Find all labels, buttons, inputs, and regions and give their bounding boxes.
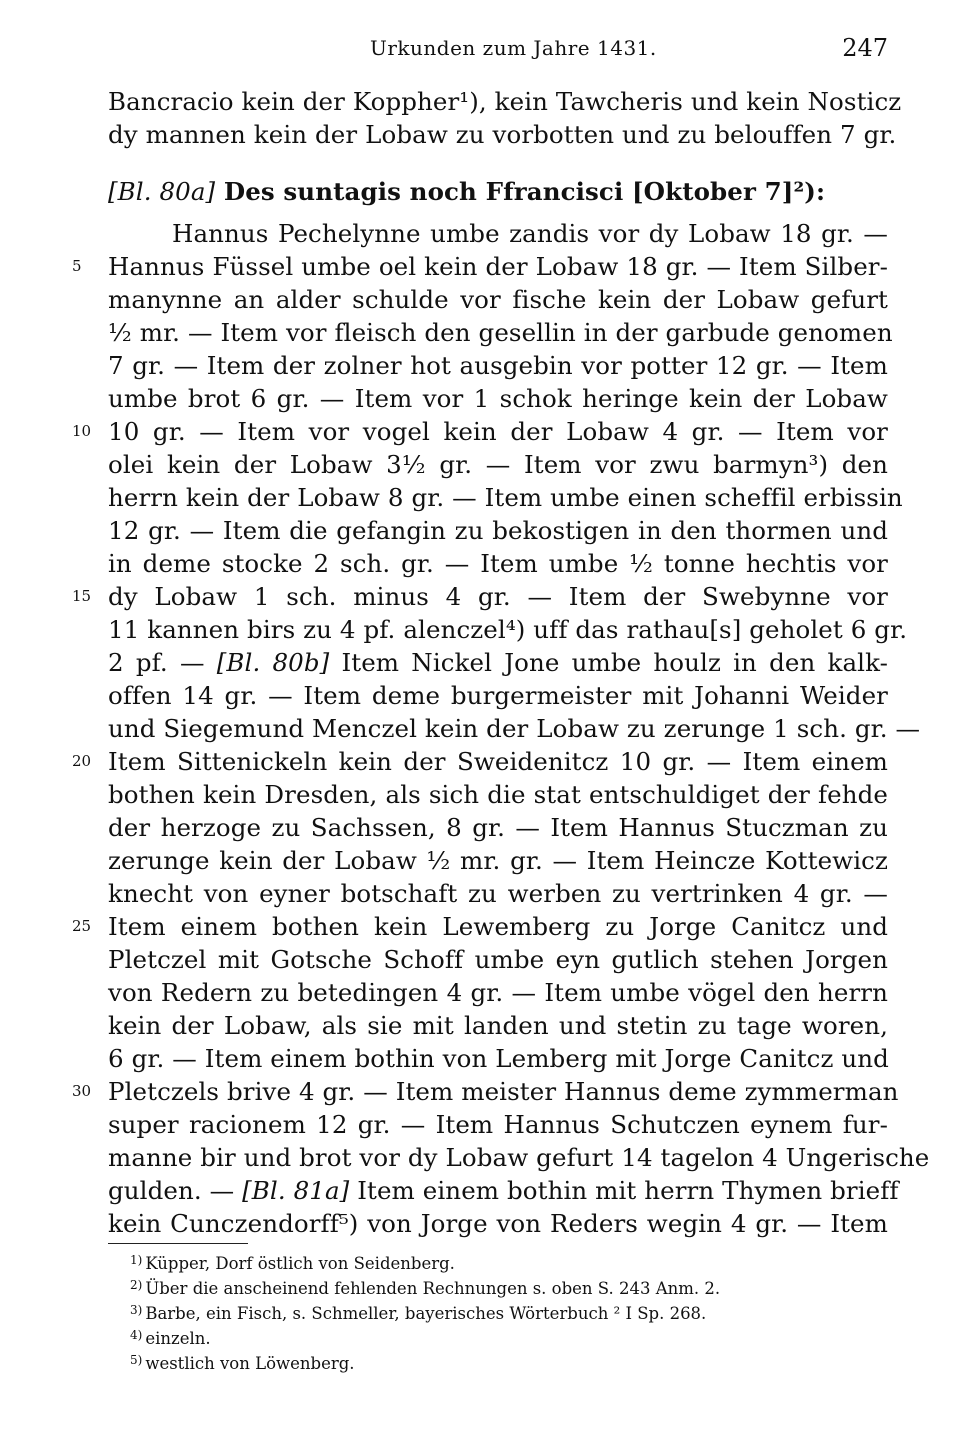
page-number: 247 — [842, 34, 888, 62]
text-line: manynne an alder schulde vor fische kein der Lobaw gefurt — [108, 285, 888, 314]
section-title: Des suntagis noch Ffrancisci [Oktober 7]²): — [215, 177, 826, 206]
text-line: Pletczel mit Gotsche Schoff umbe eyn gutlich stehen Jorgen — [108, 945, 888, 974]
line-number: 15 — [72, 587, 92, 605]
text-line: 12 gr. — Item die gefangin zu bekostigen in den thormen und — [108, 516, 888, 545]
text-line: knecht von eyner botschaft zu werben zu vertrinken 4 gr. — — [108, 879, 888, 908]
footnote-text: Barbe, ein Fisch, s. Schmeller, bayerisches Wörterbuch ² I Sp. 268. — [145, 1304, 707, 1323]
footnote-text: einzeln. — [145, 1329, 211, 1348]
text-line: dy mannen kein der Lobaw zu vorbotten und zu belouffen 7 gr. — [108, 120, 897, 149]
footnote-text: Küpper, Dorf östlich von Seidenberg. — [145, 1254, 455, 1273]
text-line: zerunge kein der Lobaw ½ mr. gr. — Item Heincze Kottewicz — [108, 846, 888, 875]
text-line — [108, 646, 888, 679]
text-line — [108, 1174, 899, 1207]
text-line: bothen kein Dresden, als sich die stat entschuldiget der fehde — [108, 780, 888, 809]
line-text: Item Nickel Jone umbe houlz in den kalk- — [329, 648, 889, 677]
text-line: 11 kannen birs zu 4 pf. alenczel⁴) uff das rathau[s] geholet 6 gr. — [108, 615, 908, 644]
text-line: herrn kein der Lobaw 8 gr. — Item umbe einen scheffil erbissin — [108, 483, 903, 512]
line-number: 20 — [72, 752, 92, 770]
text-line: Item Sittenickeln kein der Sweidenitcz 10 gr. — Item einem — [108, 747, 888, 776]
footnote-mark: 2) — [130, 1278, 143, 1292]
footnote-mark: 3) — [130, 1303, 143, 1317]
footnotes — [130, 1248, 850, 1373]
running-head — [108, 30, 888, 70]
line-number: 30 — [72, 1082, 92, 1100]
folio-reference: [Bl. 80a] — [108, 177, 216, 206]
text-line: Hannus Pechelynne umbe zandis vor dy Lobaw 18 gr. — — [172, 219, 888, 248]
running-title: Urkunden zum Jahre 1431. — [370, 36, 657, 60]
line-number: 10 — [72, 422, 92, 440]
line-number: 5 — [72, 257, 82, 275]
text-line: olei kein der Lobaw 3½ gr. — Item vor zwu barmyn³) den — [108, 450, 888, 479]
footnote — [130, 1348, 850, 1373]
footnote — [130, 1298, 850, 1323]
text-line: Item einem bothen kein Lewemberg zu Jorge Canitcz und — [108, 912, 888, 941]
section-heading — [108, 175, 888, 208]
footnote-divider — [108, 1243, 248, 1244]
line-text: 2 pf. — — [108, 648, 217, 677]
text-line: offen 14 gr. — Item deme burgermeister mit Johanni Weider — [108, 681, 888, 710]
footnote-mark: 4) — [130, 1328, 143, 1342]
footnote-mark: 5) — [130, 1353, 143, 1367]
text-line: und Siegemund Menczel kein der Lobaw zu zerunge 1 sch. gr. — — [108, 714, 921, 743]
text-line: von Redern zu betedingen 4 gr. — Item umbe vögel den herrn — [108, 978, 888, 1007]
text-line: Pletczels brive 4 gr. — Item meister Hannus deme zymmerman — [108, 1077, 899, 1106]
line-text: Item einem bothin mit herrn Thymen brieff — [349, 1176, 899, 1205]
text-line: manne bir und brot vor dy Lobaw gefurt 14 tagelon 4 Ungerische — [108, 1143, 930, 1172]
footnote — [130, 1323, 850, 1348]
footnote — [130, 1273, 850, 1298]
text-line: ½ mr. — Item vor fleisch den gesellin in der garbude genomen — [108, 318, 893, 347]
text-line: 7 gr. — Item der zolner hot ausgebin vor potter 12 gr. — Item — [108, 351, 888, 380]
text-line: super racionem 12 gr. — Item Hannus Schutczen eynem fur- — [108, 1110, 888, 1139]
text-line: 10 gr. — Item vor vogel kein der Lobaw 4 gr. — Item vor — [108, 417, 888, 446]
footnote-text: Über die anscheinend fehlenden Rechnungen s. oben S. 243 Anm. 2. — [145, 1279, 721, 1298]
line-text: gulden. — — [108, 1176, 243, 1205]
text-line: kein der Lobaw, als sie mit landen und stetin zu tage woren, — [108, 1011, 888, 1040]
folio-reference: [Bl. 81a] — [242, 1176, 350, 1205]
text-line: kein Cunczendorff⁵) von Jorge von Reders wegin 4 gr. — Item — [108, 1209, 888, 1238]
text-line: in deme stocke 2 sch. gr. — Item umbe ½ tonne hechtis vor — [108, 549, 888, 578]
text-line: 6 gr. — Item einem bothin von Lemberg mit Jorge Canitcz und — [108, 1044, 889, 1073]
folio-reference: [Bl. 80b] — [216, 648, 330, 677]
footnote-text: westlich von Löwenberg. — [145, 1354, 355, 1373]
text-line: dy Lobaw 1 sch. minus 4 gr. — Item der Swebynne vor — [108, 582, 888, 611]
text-line: umbe brot 6 gr. — Item vor 1 schok heringe kein der Lobaw — [108, 384, 888, 413]
footnote-mark: 1) — [130, 1253, 143, 1267]
line-number: 25 — [72, 917, 92, 935]
text-line: der herzoge zu Sachssen, 8 gr. — Item Hannus Stuczman zu — [108, 813, 888, 842]
text-line: Bancracio kein der Koppher¹), kein Tawcheris und kein Nosticz — [108, 87, 902, 116]
footnote — [130, 1248, 850, 1273]
text-line: Hannus Füssel umbe oel kein der Lobaw 18 gr. — Item Silber- — [108, 252, 888, 281]
